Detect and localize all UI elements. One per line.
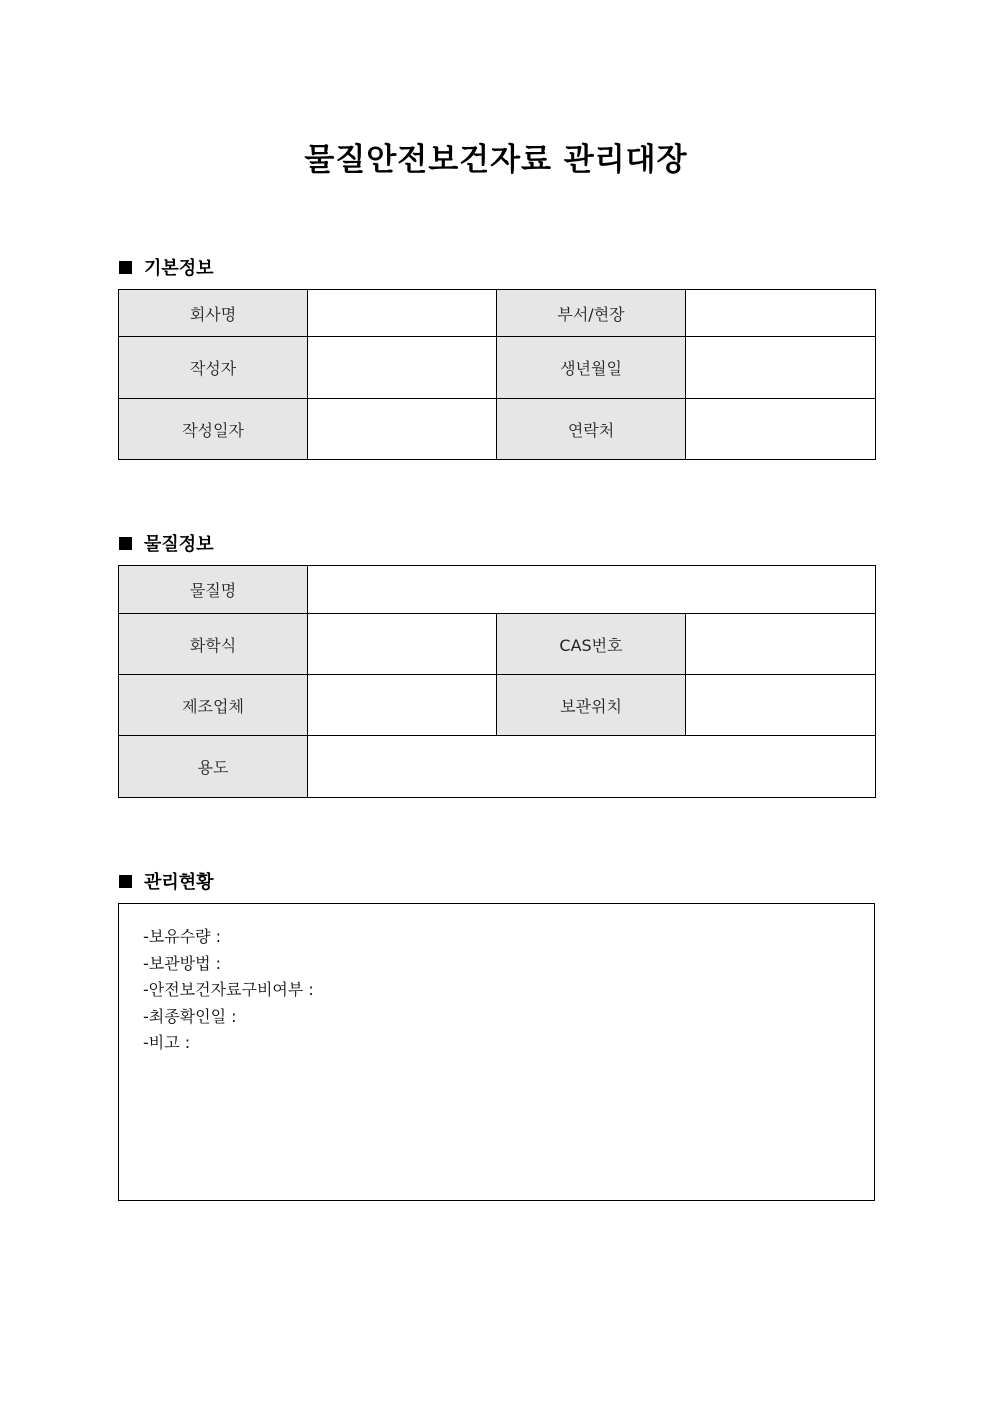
author-field[interactable] <box>308 337 497 399</box>
storage-method-item: -보관방법 : <box>143 953 222 973</box>
section-basic-title: 기본정보 <box>144 258 214 279</box>
material-name-label: 물질명 <box>119 566 308 614</box>
remarks-item: -비고 : <box>143 1033 191 1053</box>
author-label: 작성자 <box>119 337 308 399</box>
birthdate-field[interactable] <box>686 337 876 399</box>
table-row <box>119 614 876 675</box>
basic-info-table <box>118 289 876 460</box>
storage-location-label: 보관위치 <box>497 675 686 736</box>
date-written-field[interactable] <box>308 399 497 460</box>
management-status-box[interactable] <box>118 903 875 1201</box>
department-field[interactable] <box>686 290 876 337</box>
section-material-heading <box>119 530 214 556</box>
material-name-field[interactable] <box>308 566 876 614</box>
formula-label: 화학식 <box>119 614 308 675</box>
manufacturer-label: 제조업체 <box>119 675 308 736</box>
birthdate-label: 생년월일 <box>497 337 686 399</box>
material-info-table <box>118 565 876 798</box>
square-bullet-icon <box>119 875 132 888</box>
section-status-heading <box>119 868 214 894</box>
contact-field[interactable] <box>686 399 876 460</box>
section-basic-heading <box>119 254 214 280</box>
manufacturer-field[interactable] <box>308 675 497 736</box>
document-title: 물질안전보건자료 관리대장 <box>304 142 688 178</box>
status-list <box>143 924 314 1057</box>
formula-field[interactable] <box>308 614 497 675</box>
msds-availability-item: -안전보건자료구비여부 : <box>143 980 314 1000</box>
usage-field[interactable] <box>308 736 876 798</box>
table-row <box>119 736 876 798</box>
usage-label: 용도 <box>119 736 308 798</box>
cas-number-field[interactable] <box>686 614 876 675</box>
square-bullet-icon <box>119 537 132 550</box>
section-status-title: 관리현황 <box>144 872 214 893</box>
table-row <box>119 566 876 614</box>
storage-location-field[interactable] <box>686 675 876 736</box>
cas-number-label: CAS번호 <box>497 614 686 675</box>
table-row <box>119 290 876 337</box>
table-row <box>119 337 876 399</box>
last-check-date-item: -최종확인일 : <box>143 1006 237 1026</box>
table-row <box>119 399 876 460</box>
square-bullet-icon <box>119 261 132 274</box>
company-name-label: 회사명 <box>119 290 308 337</box>
contact-label: 연락처 <box>497 399 686 460</box>
department-label: 부서/현장 <box>497 290 686 337</box>
holding-quantity-item: -보유수량 : <box>143 927 222 946</box>
section-material-title: 물질정보 <box>144 534 214 555</box>
table-row <box>119 675 876 736</box>
company-name-field[interactable] <box>308 290 497 337</box>
date-written-label: 작성일자 <box>119 399 308 460</box>
